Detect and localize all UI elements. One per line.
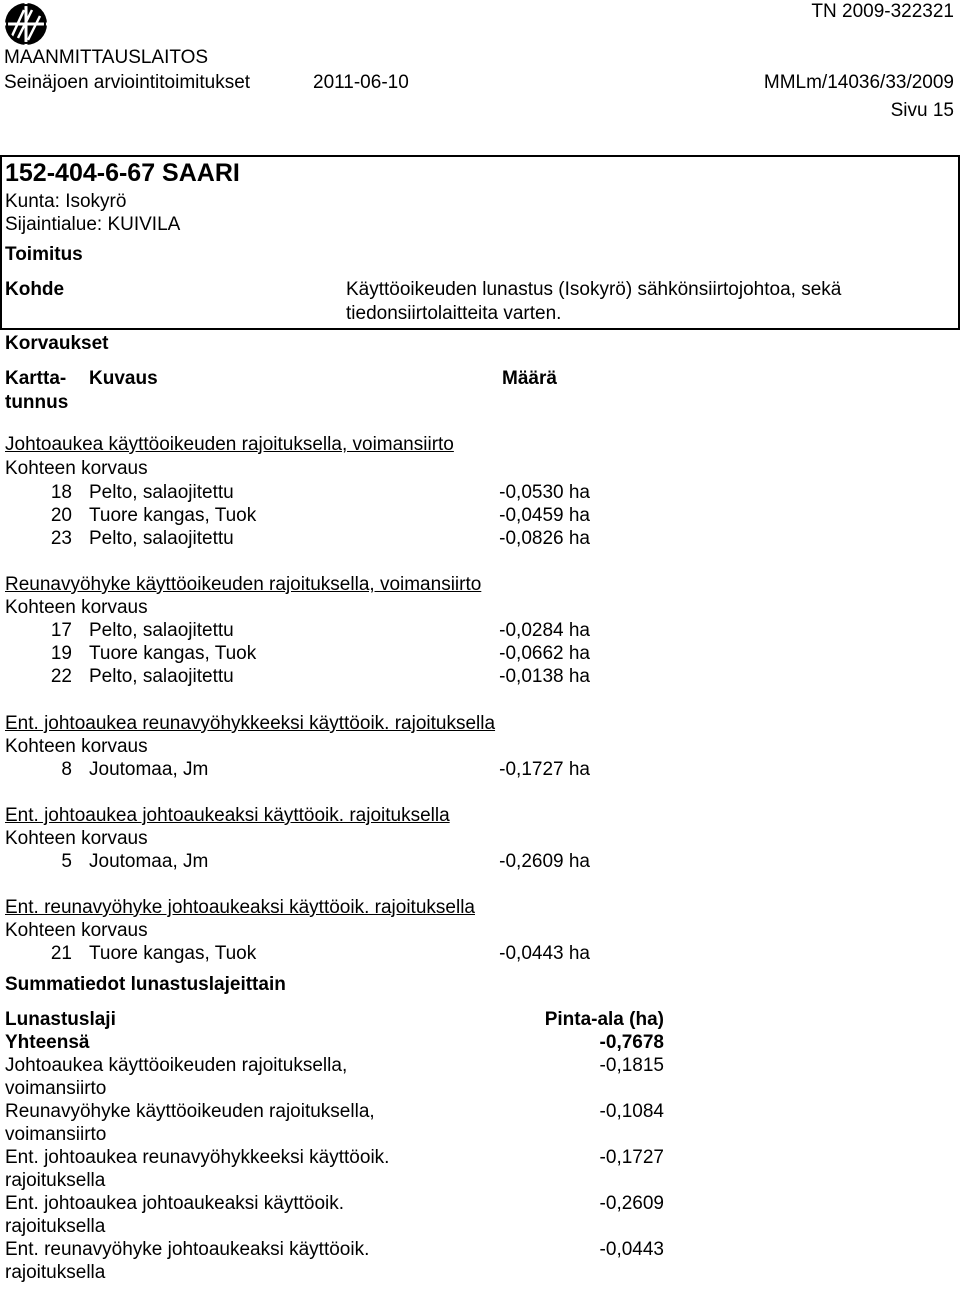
page-number: Sivu 15 — [890, 100, 954, 121]
row-description: Joutomaa, Jm — [89, 851, 209, 872]
summary-row-label-line1: Ent. reunavyöhyke johtoaukeaksi käyttöoik. — [5, 1239, 370, 1260]
summary-row-label-line1: Johtoaukea käyttöoikeuden rajoituksella, — [5, 1055, 348, 1076]
row-amount: -0,0662 ha — [499, 643, 590, 664]
column-header-map-id-line1: Kartta- — [5, 368, 67, 389]
row-description: Tuore kangas, Tuok — [89, 643, 257, 664]
row-description: Pelto, salaojitettu — [89, 528, 234, 549]
group-title: Johtoaukea käyttöoikeuden rajoituksella, voimansiirto — [5, 434, 454, 455]
summary-row-label-line2: rajoituksella — [5, 1170, 106, 1191]
row-amount: -0,0284 ha — [499, 620, 590, 641]
row-map-id: 18 — [50, 482, 72, 503]
group-title: Ent. reunavyöhyke johtoaukeaksi käyttöoik. rajoituksella — [5, 897, 475, 918]
group-subtitle: Kohteen korvaus — [5, 828, 148, 849]
toimitus-label: Toimitus — [5, 244, 83, 265]
column-header-description: Kuvaus — [89, 368, 158, 389]
summary-row-label-line2: rajoituksella — [5, 1262, 106, 1283]
summary-row-label-line2: rajoituksella — [5, 1216, 106, 1237]
row-map-id: 23 — [50, 528, 72, 549]
property-title: 152-404-6-67 SAARI — [5, 159, 240, 187]
summary-total-label: Yhteensä — [5, 1032, 90, 1053]
location-area: Sijaintialue: KUIVILA — [5, 214, 181, 235]
row-amount: -0,0530 ha — [499, 482, 590, 503]
row-map-id: 22 — [50, 666, 72, 687]
row-map-id: 19 — [50, 643, 72, 664]
row-description: Pelto, salaojitettu — [89, 620, 234, 641]
row-amount: -0,1727 ha — [499, 759, 590, 780]
column-header-map-id-line2: tunnus — [5, 392, 69, 413]
office-name: Seinäjoen arviointitoimitukset — [4, 72, 251, 93]
summary-row-label — [5, 1192, 435, 1238]
summary-row-label-line1: Ent. johtoaukea reunavyöhykkeeksi käyttöoik. — [5, 1147, 390, 1168]
summary-row-value: -0,0443 — [599, 1239, 664, 1260]
row-map-id: 8 — [61, 759, 72, 780]
row-amount: -0,0459 ha — [499, 505, 590, 526]
row-description: Pelto, salaojitettu — [89, 482, 234, 503]
file-reference: MMLm/14036/33/2009 — [763, 72, 954, 93]
summary-row-value: -0,2609 — [599, 1193, 664, 1214]
mml-logo-icon — [4, 2, 48, 46]
column-header-map-id — [5, 367, 68, 415]
summary-header-type: Lunastuslaji — [5, 1009, 116, 1030]
summary-row-value: -0,1815 — [599, 1055, 664, 1076]
row-map-id: 21 — [50, 943, 72, 964]
group-title: Ent. johtoaukea reunavyöhykkeeksi käyttöoik. rajoituksella — [5, 713, 496, 734]
summary-row-label-line1: Reunavyöhyke käyttöoikeuden rajoituksella, — [5, 1101, 375, 1122]
row-map-id: 17 — [50, 620, 72, 641]
summary-row-label — [5, 1146, 435, 1192]
row-amount: -0,0138 ha — [499, 666, 590, 687]
document-number: TN 2009-322321 — [811, 1, 954, 22]
group-subtitle: Kohteen korvaus — [5, 736, 148, 757]
row-description: Pelto, salaojitettu — [89, 666, 234, 687]
summary-row-label-line1: Ent. johtoaukea johtoaukeaksi käyttöoik. — [5, 1193, 345, 1214]
row-amount: -0,2609 ha — [499, 851, 590, 872]
document-date: 2011-06-10 — [313, 72, 409, 93]
column-header-amount: Määrä — [502, 368, 557, 389]
group-subtitle: Kohteen korvaus — [5, 920, 148, 941]
summary-row-label — [5, 1238, 435, 1284]
row-description: Joutomaa, Jm — [89, 759, 209, 780]
summary-title: Summatiedot lunastuslajeittain — [5, 974, 286, 995]
group-subtitle: Kohteen korvaus — [5, 597, 148, 618]
row-description: Tuore kangas, Tuok — [89, 505, 257, 526]
municipality: Kunta: Isokyrö — [5, 191, 127, 212]
group-subtitle: Kohteen korvaus — [5, 458, 148, 479]
summary-row-label — [5, 1100, 435, 1146]
group-title: Ent. johtoaukea johtoaukeaksi käyttöoik. rajoituksella — [5, 805, 450, 826]
summary-row-value: -0,1084 — [599, 1101, 664, 1122]
summary-row-label-line2: voimansiirto — [5, 1124, 107, 1145]
summary-row-value: -0,1727 — [599, 1147, 664, 1168]
summary-row-label — [5, 1054, 435, 1100]
row-amount: -0,0443 ha — [499, 943, 590, 964]
kohde-description: Käyttöoikeuden lunastus (Isokyrö) sähkönsiirtojohtoa, sekä tiedonsiirtolaitteita varten. — [346, 279, 842, 324]
summary-total-value: -0,7678 — [599, 1032, 664, 1053]
summary-header-area: Pinta-ala (ha) — [544, 1009, 664, 1030]
summary-row-label-line2: voimansiirto — [5, 1078, 107, 1099]
kohde-label: Kohde — [5, 279, 65, 300]
row-amount: -0,0826 ha — [499, 528, 590, 549]
organization-name: MAANMITTAUSLAITOS — [4, 47, 209, 68]
row-map-id: 20 — [50, 505, 72, 526]
box-border-left — [0, 155, 2, 330]
group-title: Reunavyöhyke käyttöoikeuden rajoituksella, voimansiirto — [5, 574, 482, 595]
compensation-label: Korvaukset — [5, 333, 109, 354]
row-map-id: 5 — [61, 851, 72, 872]
box-border-bottom — [0, 328, 960, 330]
row-description: Tuore kangas, Tuok — [89, 943, 257, 964]
